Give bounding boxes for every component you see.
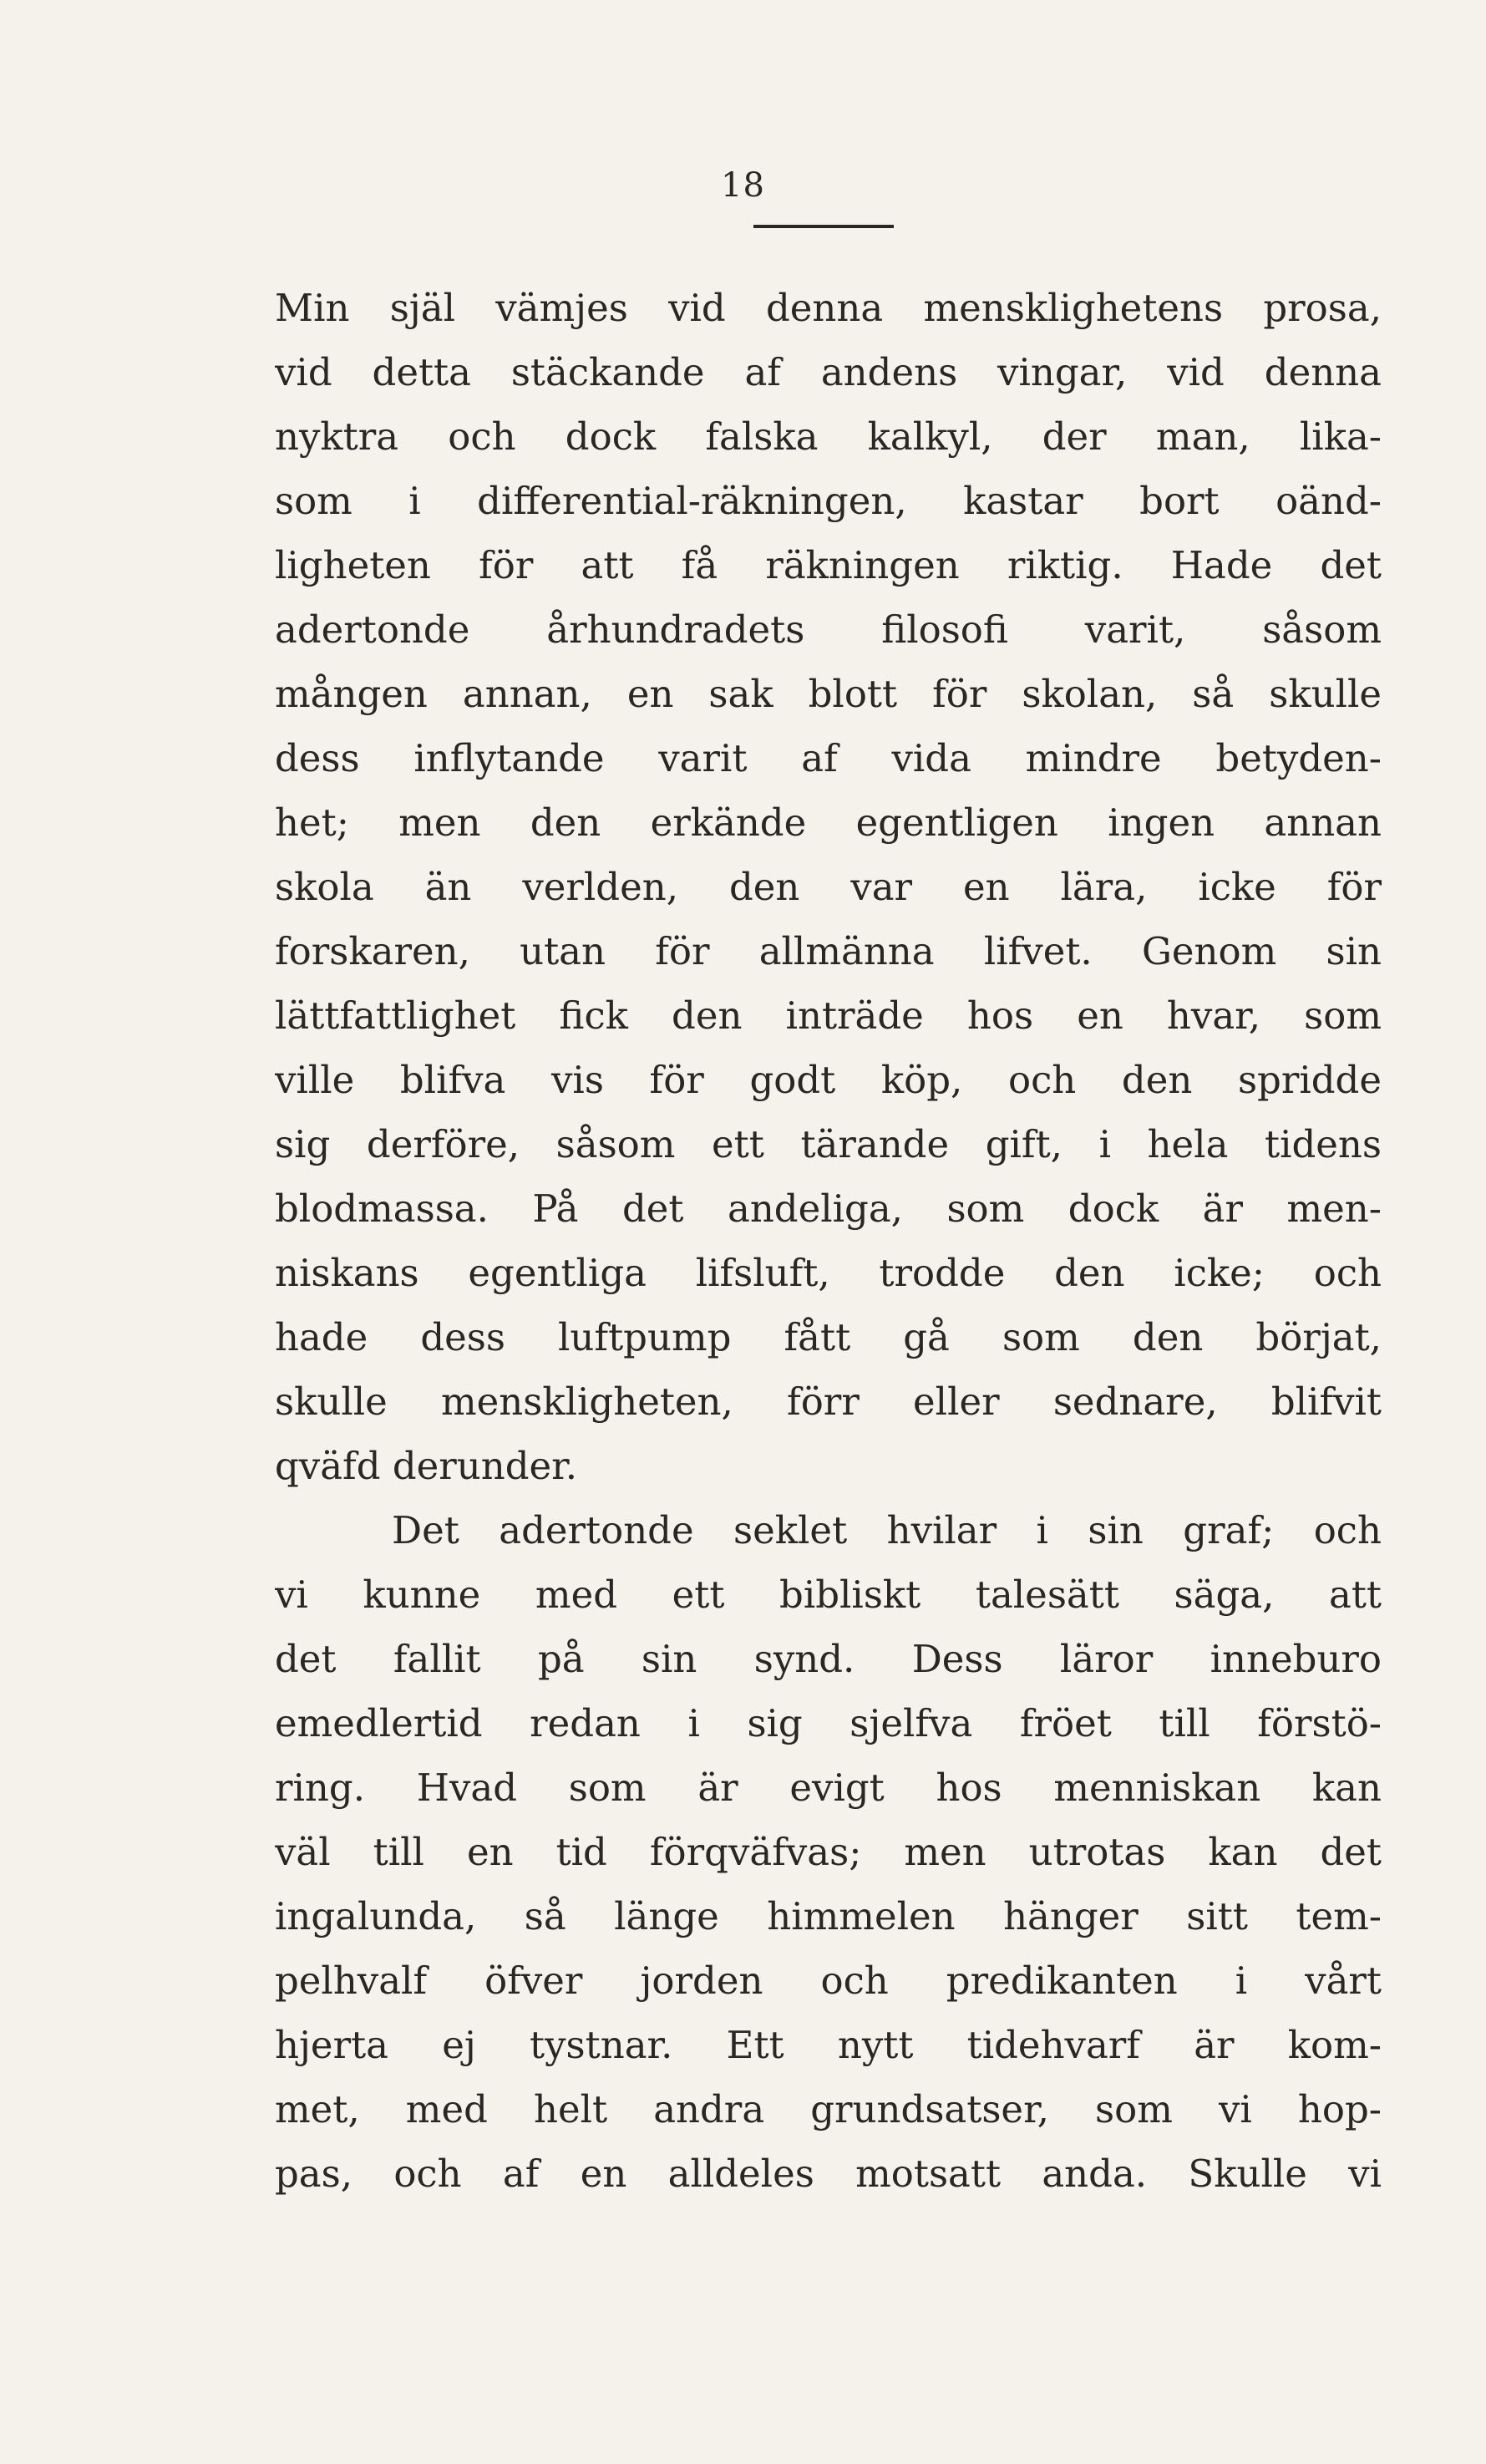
text-line: niskans egentliga lifsluft, trodde den icke; och — [275, 1251, 1382, 1295]
text-line: nyktra och dock falska kalkyl, der man, lika- — [275, 414, 1382, 459]
header-rule — [753, 225, 894, 228]
text-line: skulle menskligheten, förr eller sednare, blifvit — [275, 1379, 1382, 1424]
text-line: vi kunne med ett bibliskt talesätt säga, att — [275, 1572, 1382, 1617]
body-text — [275, 276, 1382, 2206]
text-line: lättfattlighet fick den inträde hos en hvar, som — [275, 993, 1382, 1038]
text-line: forskaren, utan för allmänna lifvet. Genom sin — [275, 929, 1382, 973]
text-line: väl till en tid förqväfvas; men utrotas kan det — [275, 1830, 1382, 1874]
text-line: met, med helt andra grundsatser, som vi hop- — [275, 2087, 1382, 2131]
text-line: ville blifva vis för godt köp, och den spridde — [275, 1058, 1382, 1102]
text-line: som i differential-räkningen, kastar bort oänd- — [275, 479, 1382, 523]
text-line: ligheten för att få räkningen riktig. Hade det — [275, 543, 1382, 587]
text-line: hjerta ej tystnar. Ett nytt tidehvarf är kom- — [275, 2023, 1382, 2067]
text-line: mången annan, en sak blott för skolan, så skulle — [275, 672, 1382, 716]
page-number: 18 — [721, 166, 765, 205]
text-line: ingalunda, så länge himmelen hänger sitt tem- — [275, 1894, 1382, 1938]
text-line: emedlertid redan i sig sjelfva fröet till förstö- — [275, 1701, 1382, 1745]
text-line: Min själ vämjes vid denna mensklighetens prosa, — [275, 286, 1382, 330]
text-line: Det adertonde seklet hvilar i sin graf; och — [392, 1508, 1382, 1552]
text-line: qväfd derunder. — [275, 1444, 578, 1488]
text-line: sig derföre, såsom ett tärande gift, i hela tidens — [275, 1122, 1382, 1166]
text-line: det fallit på sin synd. Dess läror inneburo — [275, 1637, 1382, 1681]
text-line: dess inflytande varit af vida mindre betyden- — [275, 736, 1382, 780]
text-line: het; men den erkände egentligen ingen annan — [275, 800, 1382, 845]
text-line: adertonde århundradets filosofi varit, såsom — [275, 607, 1382, 652]
text-line: pelhvalf öfver jorden och predikanten i vårt — [275, 1958, 1382, 2003]
text-line: hade dess luftpump fått gå som den börjat, — [275, 1315, 1382, 1359]
text-line: blodmassa. På det andeliga, som dock är men- — [275, 1186, 1382, 1231]
text-line: ring. Hvad som är evigt hos menniskan kan — [275, 1765, 1382, 1810]
text-line: vid detta stäckande af andens vingar, vid denna — [275, 350, 1382, 394]
text-line: skola än verlden, den var en lära, icke för — [275, 865, 1382, 909]
text-line: pas, och af en alldeles motsatt anda. Skulle vi — [275, 2152, 1382, 2196]
